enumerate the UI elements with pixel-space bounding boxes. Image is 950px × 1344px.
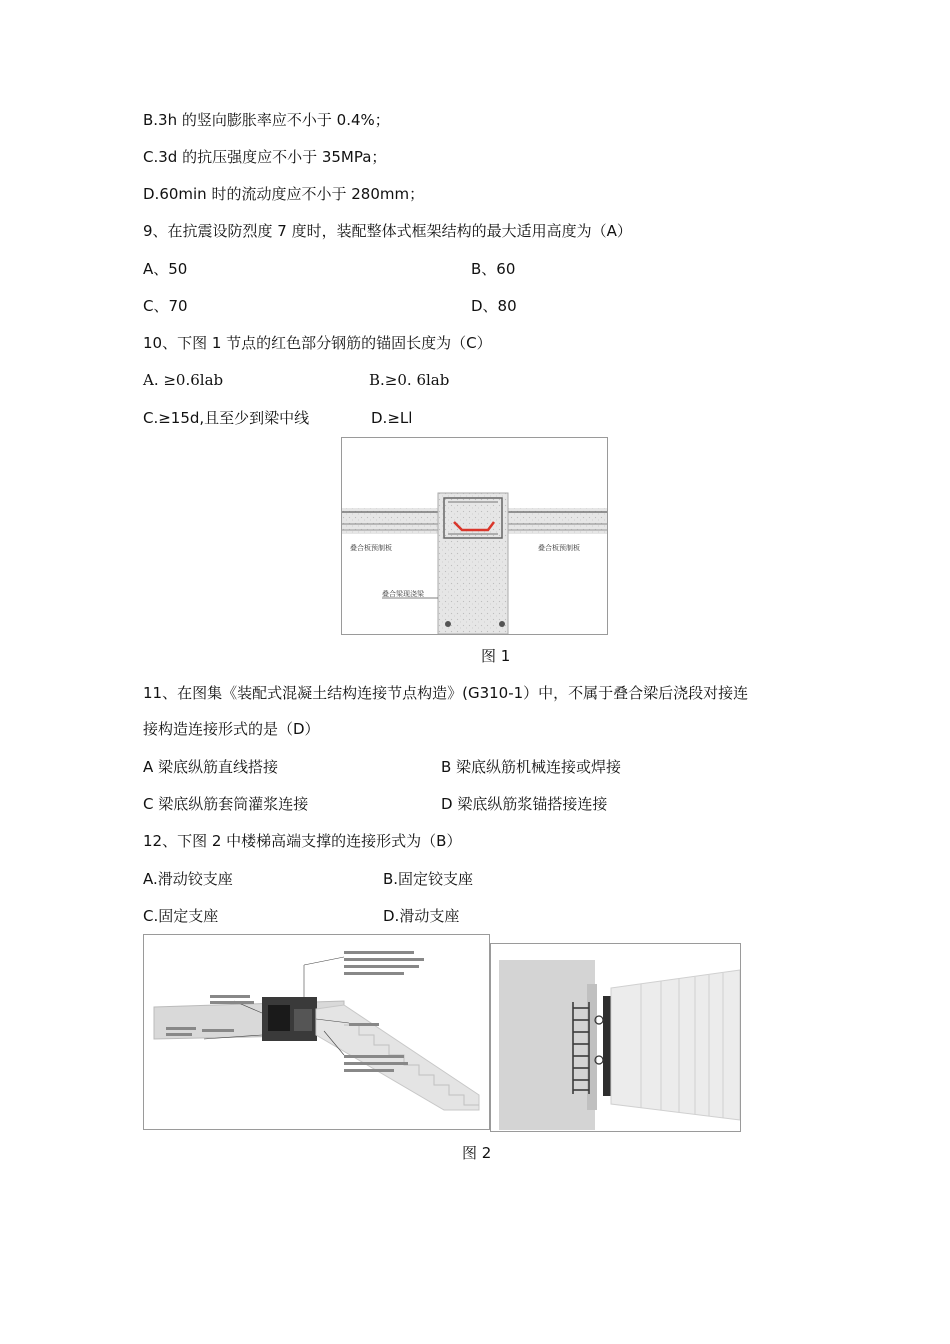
beam-section bbox=[438, 493, 508, 634]
figure-2-right-drawing bbox=[491, 944, 740, 1131]
support-plate bbox=[603, 996, 611, 1096]
figure-2-left bbox=[143, 934, 490, 1130]
option-9b: B、60 bbox=[471, 260, 516, 278]
option-11a: A 梁底纵筋直线搭接 bbox=[143, 758, 279, 776]
beam-face bbox=[499, 960, 595, 1130]
option-10d: D.≥Ll bbox=[371, 409, 413, 427]
option-11b: B 梁底纵筋机械连接或焊接 bbox=[441, 758, 622, 776]
question-11-line1: 11、在图集《装配式混凝土结构连接节点构造》(G310-1）中，不属于叠合梁后浇段对接连 bbox=[143, 684, 749, 702]
option-c8: C.3d 的抗压强度应不小于 35MPa； bbox=[143, 148, 387, 166]
option-10a: A. ≥0.6lab bbox=[143, 371, 224, 389]
option-11d: D 梁底纵筋浆锚搭接连接 bbox=[441, 795, 608, 813]
figure-2-right bbox=[490, 943, 741, 1132]
question-11-line2: 接构造连接形式的是（D） bbox=[143, 720, 320, 738]
figure-1-drawing bbox=[342, 438, 607, 634]
question-9: 9、在抗震设防烈度 7 度时，装配整体式框架结构的最大适用高度为（A） bbox=[143, 222, 632, 240]
label-right-slab: 叠合板预制板 bbox=[538, 544, 580, 552]
option-12b: B.固定铰支座 bbox=[383, 870, 474, 888]
option-11c: C 梁底纵筋套筒灌浆连接 bbox=[143, 795, 309, 813]
option-12d: D.滑动支座 bbox=[383, 907, 460, 925]
option-d8: D.60min 时的流动度应不小于 280mm； bbox=[143, 185, 425, 203]
question-12: 12、下图 2 中楼梯高端支撑的连接形式为（B） bbox=[143, 832, 462, 850]
option-9a: A、50 bbox=[143, 260, 188, 278]
label-left-slab: 叠合板预制板 bbox=[350, 544, 392, 552]
option-10b: B.≥0. 6lab bbox=[369, 371, 450, 389]
option-9c: C、70 bbox=[143, 297, 188, 315]
figure-1 bbox=[341, 437, 608, 635]
figure-2-caption: 图 2 bbox=[462, 1144, 492, 1162]
option-10c: C.≥15d,且至少到梁中线 bbox=[143, 409, 310, 427]
option-12c: C.固定支座 bbox=[143, 907, 219, 925]
question-10: 10、下图 1 节点的红色部分钢筋的锚固长度为（C） bbox=[143, 334, 492, 352]
option-12a: A.滑动铰支座 bbox=[143, 870, 233, 888]
figure-2-left-drawing bbox=[144, 935, 489, 1129]
label-beam: 叠合梁现浇梁 bbox=[382, 590, 424, 598]
option-9d: D、80 bbox=[471, 297, 517, 315]
figure-1-caption: 图 1 bbox=[481, 647, 511, 665]
option-b8: B.3h 的竖向膨胀率应不小于 0.4%； bbox=[143, 111, 390, 129]
stair-slab bbox=[611, 970, 740, 1120]
